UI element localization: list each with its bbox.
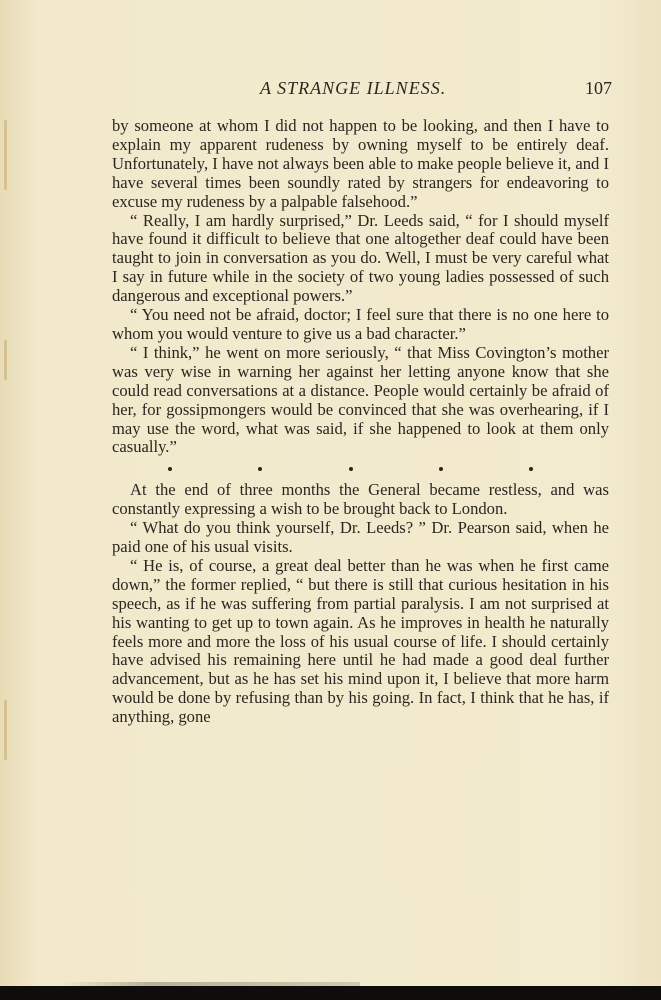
page-number: 107 bbox=[585, 78, 612, 98]
paper-stain bbox=[4, 120, 7, 190]
paragraph: by someone at whom I did not happen to be looking, and then I have to explain my apparent rudeness by owning myself to be entirely deaf. Unfortunately, I have not always been able to make people believe it, and I have several times been soundly rated by strangers for endeavoring to excuse my rudeness by a palpable falsehood.” bbox=[112, 116, 610, 211]
running-head: A STRANGE ILLNESS. bbox=[260, 78, 447, 98]
paper-stain bbox=[4, 340, 7, 380]
paragraph: “ Really, I am hardly surprised,” Dr. Leeds said, “ for I should myself have found it difficult to believe that one altogether deaf could have been taught to join in conversation as you do. Well, I must be very careful what I say in future while in the society of two young ladies possessed of such dangerous and exceptional powers.” bbox=[112, 210, 609, 306]
paragraph: “ What do you think yourself, Dr. Leeds? ” Dr. Pearson said, when he paid one of his usual visits. bbox=[112, 518, 609, 557]
paragraph: “ He is, of course, a great deal better than he was when he first came down,” the former replied, “ but there is still that curious hesitation in his speech, as if he was suffering from partial paralysis. I am not surprised at his wanting to get up to town again. As he improves in health he naturally feels more and more the loss of his usual course of life. I should certainly have advised his remaining here until he had made a good deal further advancement, but as he has set his mind upon it, I believe that more harm would be done by refusing than by his going. In fact, I think that he has, if anything, gone bbox=[112, 555, 609, 727]
section-break-dot bbox=[258, 467, 262, 471]
section-break bbox=[112, 457, 609, 481]
section-break-dot bbox=[529, 467, 533, 471]
section-break-dot bbox=[439, 467, 443, 471]
paragraph: “ You need not be afraid, doctor; I feel sure that there is no one here to whom you would venture to give us a bad character.” bbox=[112, 305, 609, 343]
page-header bbox=[112, 78, 612, 102]
section-break-dot bbox=[349, 467, 353, 471]
paragraph: “ I think,” he went on more seriously, “ that Miss Covington’s mother was very wise in warning her against her letting anyone know that she could read conversations at a distance. People would certainly be afraid of her, for gossipmongers would be convinced that she was overhearing, if I may use the word, what was said, if she happened to look at them only casually.” bbox=[112, 342, 609, 457]
paragraph: At the end of three months the General became restless, and was constantly expressing a wish to be brought back to London. bbox=[112, 480, 609, 519]
section-break-dot bbox=[168, 467, 172, 471]
paper-stain bbox=[4, 700, 7, 760]
scan-bottom-edge bbox=[0, 986, 661, 1000]
body-text bbox=[112, 117, 609, 727]
